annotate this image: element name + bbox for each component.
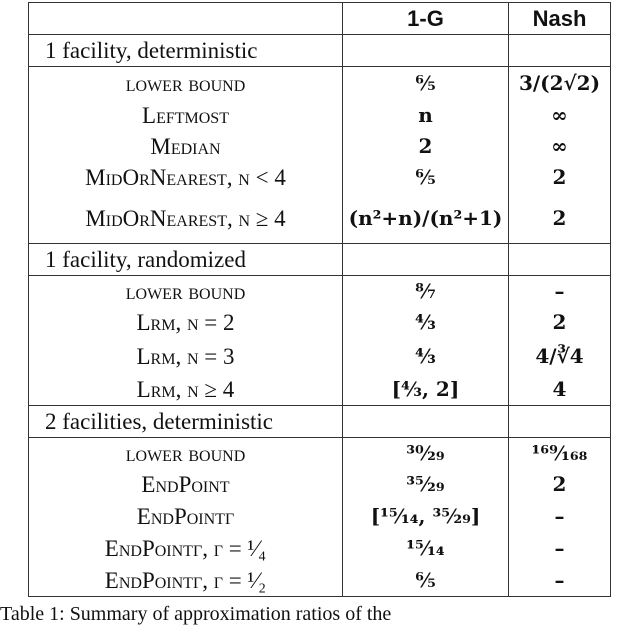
empty-cell <box>509 244 611 276</box>
table-row <box>29 533 611 564</box>
ratio-nash: 2 <box>509 162 611 193</box>
table-row <box>29 100 611 131</box>
row-label: EndPointγ <box>29 500 343 533</box>
ratio-nash: 4 <box>509 374 611 406</box>
ratio-nash: 2 <box>509 193 611 244</box>
section-title: 1 facility, randomized <box>29 244 343 276</box>
section-row <box>29 244 611 276</box>
ratio-nash: 2 <box>509 307 611 338</box>
table-row <box>29 193 611 244</box>
table-row <box>29 469 611 500</box>
table-caption: Table 1: Summary of approximation ratios of the <box>0 603 392 625</box>
empty-cell <box>509 35 611 67</box>
ratio-1g: (n²+n)/(n²+1) <box>343 193 509 244</box>
ratio-nash: 2 <box>509 469 611 500</box>
header-label <box>29 3 343 35</box>
row-label: MidOrNearest, n ≥ 4 <box>29 193 343 244</box>
section-row <box>29 35 611 67</box>
row-label: Lrm, n = 2 <box>29 307 343 338</box>
ratio-1g: [⁴⁄₃, 2] <box>343 374 509 406</box>
empty-cell <box>343 406 509 438</box>
ratio-nash: 4/∛4 <box>509 338 611 374</box>
ratio-1g: [¹⁵⁄₁₄, ³⁵⁄₂₉] <box>343 500 509 533</box>
header-1g: 1-G <box>343 3 509 35</box>
ratio-1g: ⁶⁄₅ <box>343 67 509 101</box>
section-title: 2 facilities, deterministic <box>29 406 343 438</box>
ratio-1g: ⁴⁄₃ <box>343 307 509 338</box>
section-row <box>29 406 611 438</box>
ratio-1g: ⁶⁄₅ <box>343 564 509 597</box>
row-label: Lrm, n ≥ 4 <box>29 374 343 406</box>
section-title: 1 facility, deterministic <box>29 35 343 67</box>
ratio-1g: ⁴⁄₃ <box>343 338 509 374</box>
table-row <box>29 67 611 101</box>
row-label: Leftmost <box>29 100 343 131</box>
table-row <box>29 438 611 470</box>
header-nash: Nash <box>509 3 611 35</box>
ratio-1g: 2 <box>343 131 509 162</box>
row-label: Median <box>29 131 343 162</box>
ratio-1g: ⁶⁄₅ <box>343 162 509 193</box>
ratio-nash: ∞ <box>509 100 611 131</box>
table-row <box>29 131 611 162</box>
ratio-1g: ³⁵⁄₂₉ <box>343 469 509 500</box>
ratio-nash: ¹⁶⁹⁄₁₆₈ <box>509 438 611 470</box>
ratio-1g: ¹⁵⁄₁₄ <box>343 533 509 564</box>
table-row <box>29 162 611 193</box>
row-label: lower bound <box>29 276 343 308</box>
row-label: Lrm, n = 3 <box>29 338 343 374</box>
table-row <box>29 276 611 308</box>
empty-cell <box>343 244 509 276</box>
row-label: lower bound <box>29 438 343 470</box>
table-row <box>29 374 611 406</box>
table-row <box>29 338 611 374</box>
table-header <box>29 3 611 35</box>
row-label: MidOrNearest, n < 4 <box>29 162 343 193</box>
empty-cell <box>343 35 509 67</box>
row-label: EndPointγ, γ = ¹⁄₄ <box>29 533 343 564</box>
table-row <box>29 307 611 338</box>
row-label: EndPoint <box>29 469 343 500</box>
ratio-nash: 3/(2√2) <box>509 67 611 101</box>
ratio-1g: n <box>343 100 509 131</box>
ratio-nash: – <box>509 276 611 308</box>
ratio-nash: – <box>509 500 611 533</box>
ratio-1g: ³⁰⁄₂₉ <box>343 438 509 470</box>
ratio-nash: ∞ <box>509 131 611 162</box>
ratio-nash: – <box>509 533 611 564</box>
ratio-1g: ⁸⁄₇ <box>343 276 509 308</box>
row-label: lower bound <box>29 67 343 101</box>
table-row <box>29 500 611 533</box>
empty-cell <box>509 406 611 438</box>
ratio-nash: – <box>509 564 611 597</box>
results-table <box>28 2 611 597</box>
row-label: EndPointγ, γ = ¹⁄₂ <box>29 564 343 597</box>
table-row <box>29 564 611 597</box>
